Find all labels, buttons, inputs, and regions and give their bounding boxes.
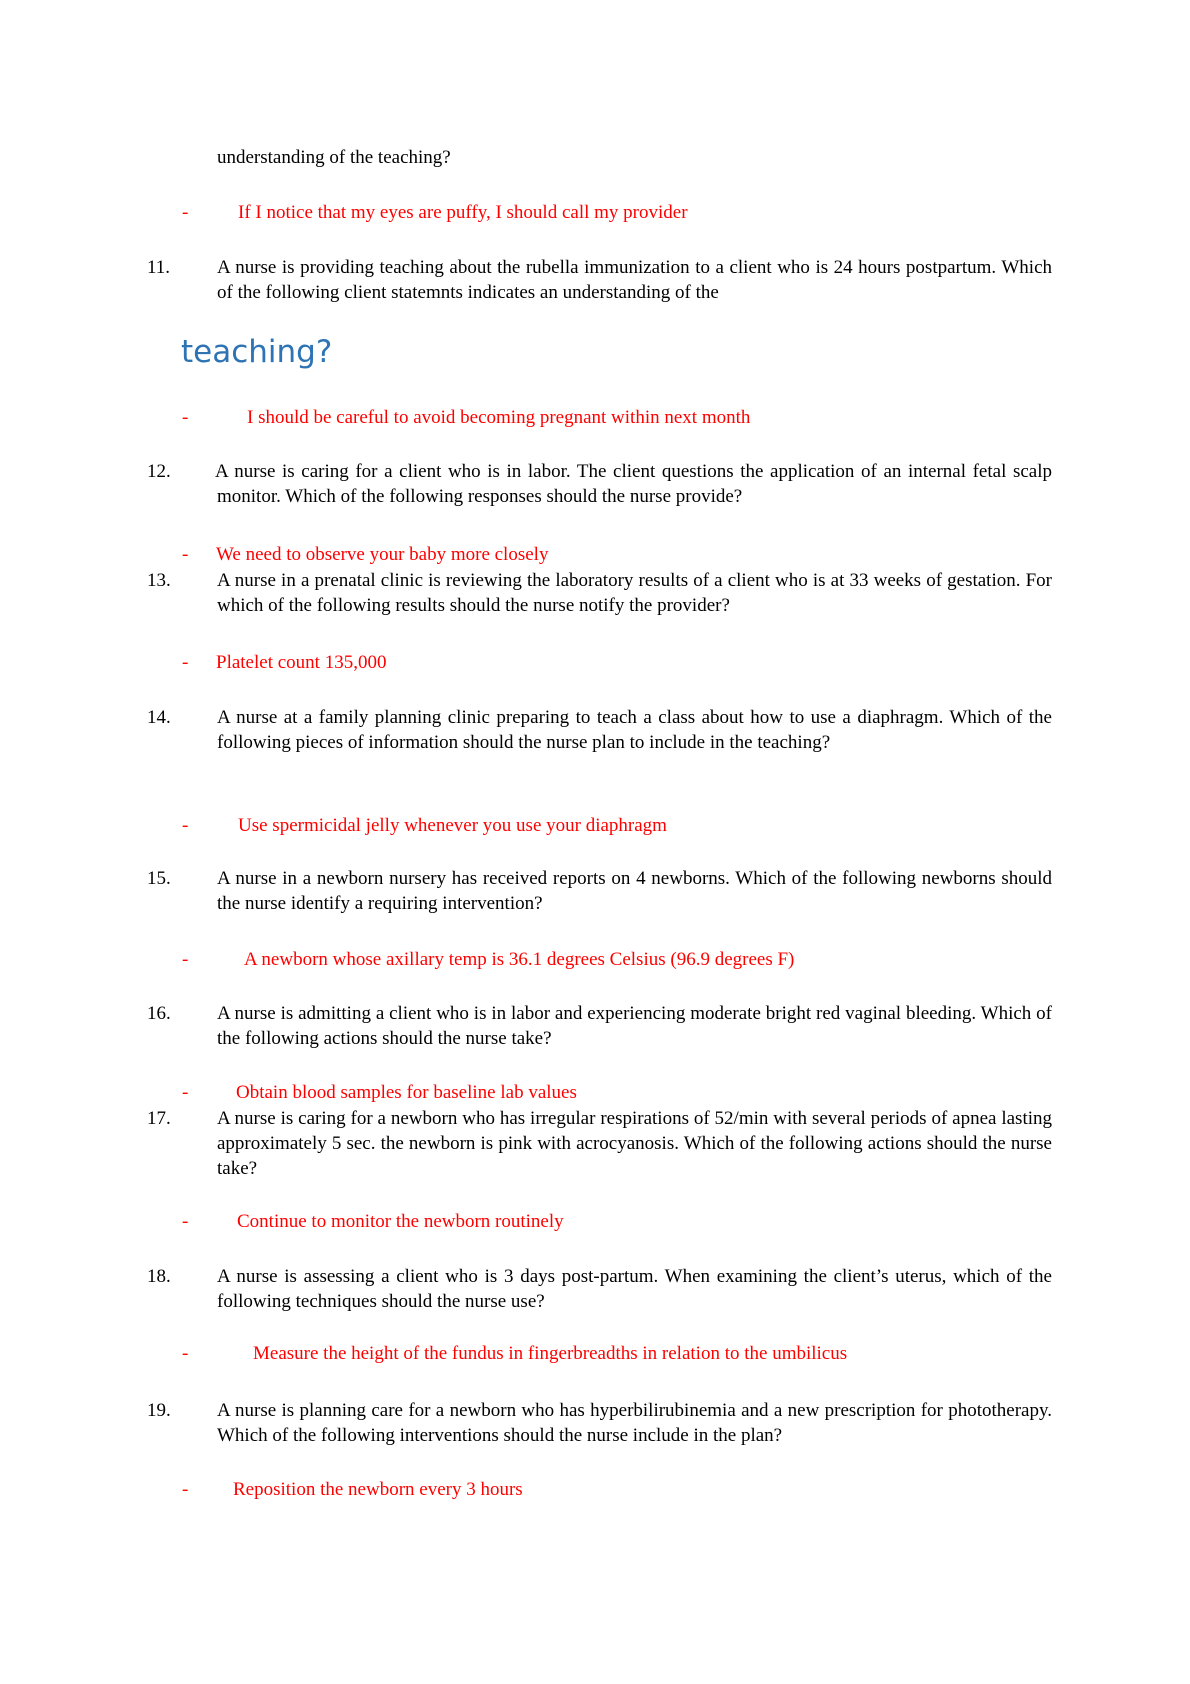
question-19 xyxy=(147,1398,1052,1448)
answer-line xyxy=(182,200,688,225)
answer-line xyxy=(182,1341,847,1366)
answer-text: Continue to monitor the newborn routinely xyxy=(237,1211,564,1232)
answer-line xyxy=(182,947,794,972)
continuation-text: understanding of the teaching? xyxy=(217,147,451,168)
answer-marker: - xyxy=(182,1082,189,1103)
answer-line xyxy=(182,650,386,675)
question-text: A nurse is caring for a client who is in labor. The client questions the application of an internal fetal scalp monitor. Which of the following responses should the nurse provide? xyxy=(215,461,1052,507)
answer-marker: - xyxy=(182,652,189,673)
answer-line xyxy=(182,1209,564,1234)
question-text: A nurse is providing teaching about the rubella immunization to a client who is 24 hours postpartum. Which of the following client statemnts indicates an understanding of the xyxy=(217,257,1052,303)
answer-line xyxy=(182,1080,577,1105)
answer-marker: - xyxy=(182,815,189,836)
question-number: 16. xyxy=(147,1003,171,1024)
question-14 xyxy=(147,705,1052,755)
answer-line xyxy=(182,405,750,430)
answer-text: Measure the height of the fundus in fingerbreadths in relation to the umbilicus xyxy=(253,1343,848,1364)
answer-marker: - xyxy=(182,544,189,565)
answer-marker: - xyxy=(182,1343,189,1364)
question-number: 14. xyxy=(147,707,171,728)
answer-text: We need to observe your baby more closely xyxy=(216,544,549,565)
question-13 xyxy=(147,568,1052,618)
answer-line xyxy=(182,542,548,567)
answer-line xyxy=(182,813,667,838)
question-number: 18. xyxy=(147,1266,171,1287)
question-12 xyxy=(147,459,1052,509)
answer-text: Platelet count 135,000 xyxy=(216,652,387,673)
question-11 xyxy=(147,255,1052,305)
question-17 xyxy=(147,1106,1052,1181)
question-text: A nurse is planning care for a newborn who has hyperbilirubinemia and a new prescription for phototherapy. Which of the following interventions should the nurse include in the plan? xyxy=(217,1400,1052,1446)
question-text: A nurse in a prenatal clinic is reviewing the laboratory results of a client who is at 33 weeks of gestation. For which of the following results should the nurse notify the provider? xyxy=(217,570,1052,616)
question-number: 11. xyxy=(147,257,171,278)
answer-text: Obtain blood samples for baseline lab values xyxy=(236,1082,577,1103)
question-number: 19. xyxy=(147,1400,171,1421)
question-number: 15. xyxy=(147,868,171,889)
question-text: A nurse is caring for a newborn who has irregular respirations of 52/min with several periods of apnea lasting approximately 5 sec. the newborn is pink with acrocyanosis. Which of the following actions should the nurse take? xyxy=(217,1108,1052,1179)
answer-line xyxy=(182,1477,523,1502)
question-number: 17. xyxy=(147,1108,171,1129)
question-text: A nurse in a newborn nursery has received reports on 4 newborns. Which of the following newborns should the nurse identify a requiring intervention? xyxy=(217,868,1052,914)
answer-text: If I notice that my eyes are puffy, I should call my provider xyxy=(238,202,688,223)
answer-text: Use spermicidal jelly whenever you use your diaphragm xyxy=(238,815,667,836)
question-text: A nurse at a family planning clinic preparing to teach a class about how to use a diaphragm. Which of the following pieces of information should the nurse plan to include in the teaching? xyxy=(217,707,1052,753)
question-number: 12. xyxy=(147,461,171,482)
answer-marker: - xyxy=(182,1479,189,1500)
question-text: A nurse is assessing a client who is 3 days post-partum. When examining the client’s uterus, which of the following techniques should the nurse use? xyxy=(217,1266,1052,1312)
question-number: 13. xyxy=(147,570,171,591)
question-text: A nurse is admitting a client who is in labor and experiencing moderate bright red vaginal bleeding. Which of the following actions should the nurse take? xyxy=(217,1003,1052,1049)
question-18 xyxy=(147,1264,1052,1314)
answer-text: Reposition the newborn every 3 hours xyxy=(233,1479,523,1500)
section-heading: teaching? xyxy=(181,334,333,370)
answer-marker: - xyxy=(182,202,189,223)
question-15 xyxy=(147,866,1052,916)
answer-text: I should be careful to avoid becoming pregnant within next month xyxy=(247,407,751,428)
answer-text: A newborn whose axillary temp is 36.1 degrees Celsius (96.9 degrees F) xyxy=(244,949,795,970)
question-16 xyxy=(147,1001,1052,1051)
answer-marker: - xyxy=(182,1211,189,1232)
answer-marker: - xyxy=(182,407,189,428)
answer-marker: - xyxy=(182,949,189,970)
